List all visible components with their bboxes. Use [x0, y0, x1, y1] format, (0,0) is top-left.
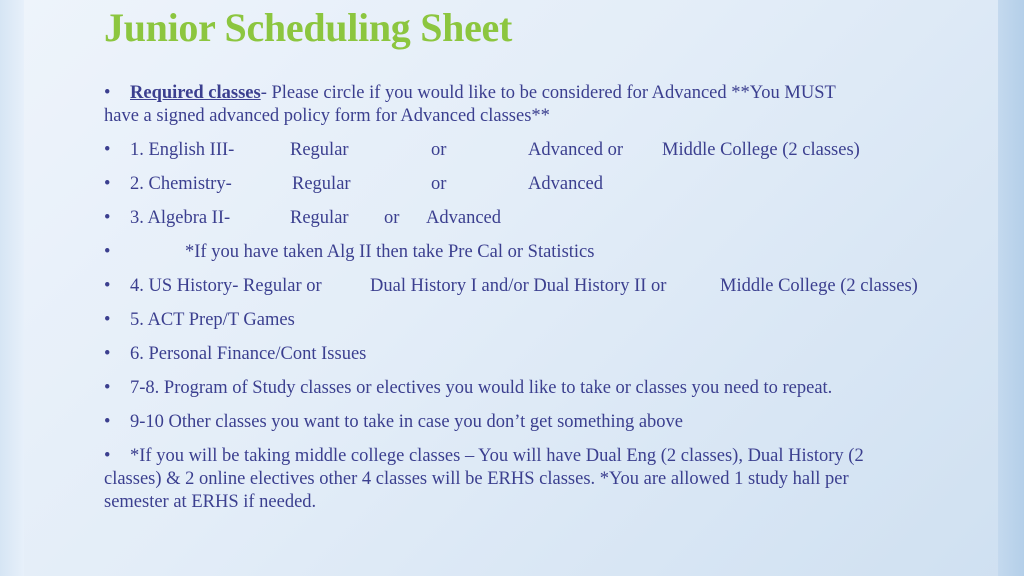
chemistry-name: 2. Chemistry-	[130, 174, 232, 194]
program-text: 7-8. Program of Study classes or electives you would like to take or classes you need to repeat.	[130, 378, 833, 398]
english-advanced-option[interactable]: Advanced or	[528, 140, 624, 160]
chemistry-advanced-option[interactable]: Advanced	[528, 174, 603, 194]
list-item-english	[104, 139, 954, 162]
list-item-middle-college	[104, 445, 954, 514]
list-item-other	[104, 411, 954, 434]
act-text: 5. ACT Prep/T Games	[130, 310, 295, 330]
bullet-glyph: •	[104, 140, 111, 160]
list-item-algebra	[104, 207, 954, 230]
history-name: 4. US History- Regular or	[130, 276, 322, 296]
algebra-name: 3. Algebra II-	[130, 208, 231, 228]
chemistry-regular-option[interactable]: Regular	[292, 174, 351, 194]
middle-college-line-1: *If you will be taking middle college classes – You will have Dual Eng (2 classes), Dual History (2	[130, 446, 864, 466]
required-classes-label: Required classes	[130, 83, 261, 103]
algebra-advanced-option[interactable]: Advanced	[426, 208, 501, 228]
algebra-regular-option[interactable]: Regular	[290, 208, 349, 228]
bullet-glyph: •	[104, 242, 111, 262]
bullet-glyph: •	[104, 208, 111, 228]
english-or: or	[431, 140, 447, 160]
page-title: Junior Scheduling Sheet	[104, 5, 513, 50]
right-edge-band	[998, 0, 1024, 576]
list-item-act	[104, 309, 954, 332]
chemistry-or: or	[431, 174, 447, 194]
middle-college-line-3: semester at ERHS if needed.	[104, 492, 317, 512]
list-item-required	[104, 82, 954, 128]
bullet-glyph: •	[104, 412, 111, 432]
english-regular-option[interactable]: Regular	[290, 140, 349, 160]
list-item-program	[104, 377, 954, 400]
other-text: 9-10 Other classes you want to take in case you don’t get something above	[130, 412, 683, 432]
required-classes-text-2: have a signed advanced policy form for Advanced classes**	[104, 106, 550, 126]
bullet-glyph: •	[104, 446, 111, 466]
bullet-glyph: •	[104, 276, 111, 296]
finance-text: 6. Personal Finance/Cont Issues	[130, 344, 367, 364]
english-middle-college-option[interactable]: Middle College (2 classes)	[662, 140, 860, 160]
algebra-or: or	[384, 208, 400, 228]
alg-note-text: *If you have taken Alg II then take Pre Cal or Statistics	[185, 242, 595, 262]
list-item-alg-note	[104, 241, 954, 264]
bullet-glyph: •	[104, 310, 111, 330]
history-dual-option[interactable]: Dual History I and/or Dual History II or	[370, 276, 667, 296]
list-item-finance	[104, 343, 954, 366]
bullet-glyph: •	[104, 174, 111, 194]
history-middle-college-option[interactable]: Middle College (2 classes)	[720, 276, 918, 296]
required-classes-text: - Please circle if you would like to be considered for Advanced **You MUST	[260, 83, 836, 103]
bullet-glyph: •	[104, 83, 111, 103]
list-item-history	[104, 275, 954, 298]
english-name: 1. English III-	[130, 140, 235, 160]
schedule-list	[104, 82, 954, 525]
bullet-glyph: •	[104, 378, 111, 398]
bullet-glyph: •	[104, 344, 111, 364]
left-edge-band	[0, 0, 24, 576]
list-item-chemistry	[104, 173, 954, 196]
middle-college-line-2: classes) & 2 online electives other 4 classes will be ERHS classes. *You are allowed 1 study hall per	[104, 469, 849, 489]
